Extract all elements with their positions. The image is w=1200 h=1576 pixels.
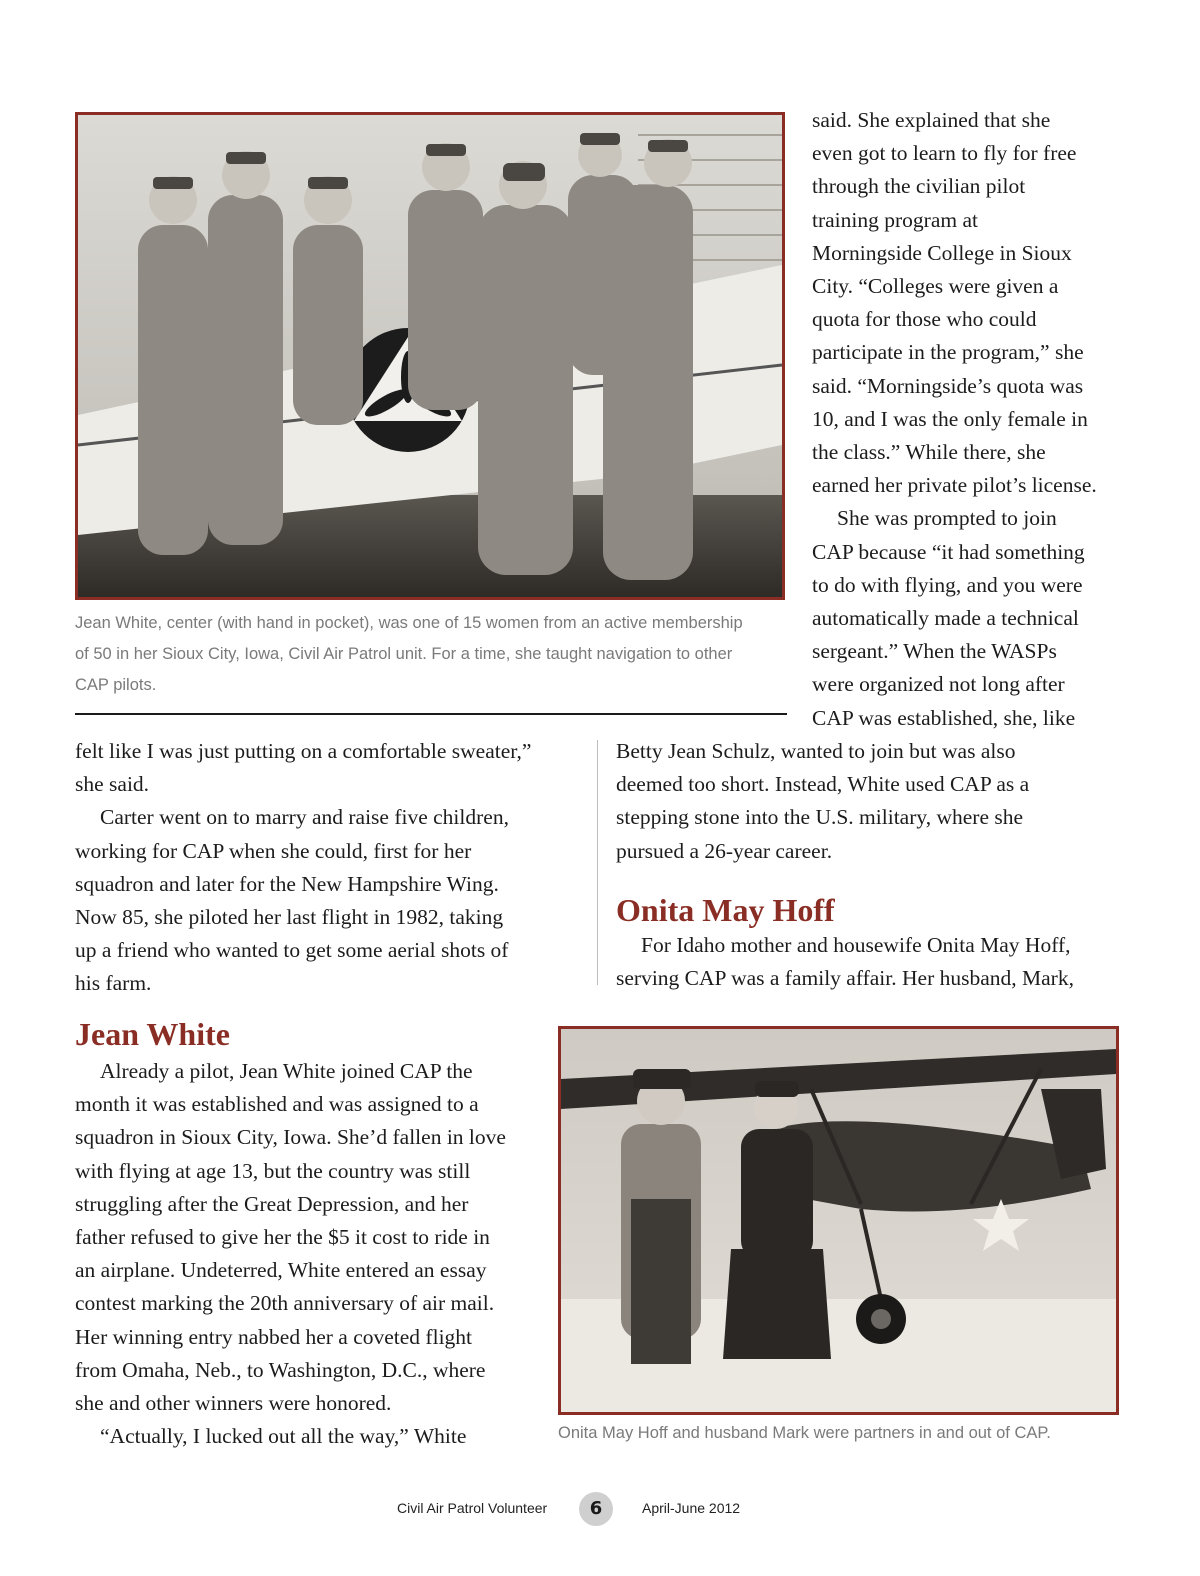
text-line: an airplane. Undeterred, White entered an essay bbox=[75, 1258, 487, 1283]
text-line: automatically made a technical bbox=[812, 606, 1079, 631]
right-mid-column bbox=[616, 735, 1116, 868]
text-line: the class.” While there, she bbox=[812, 440, 1046, 465]
jean-white-article bbox=[75, 1055, 545, 1453]
text-line: Now 85, she piloted her last flight in 1982, taking bbox=[75, 905, 504, 930]
photo-women-pilots-image bbox=[78, 115, 782, 597]
text-line: deemed too short. Instead, White used CAP as a bbox=[616, 772, 1030, 797]
photo-hoff-couple-caption: Onita May Hoff and husband Mark were partners in and out of CAP. bbox=[558, 1424, 1051, 1442]
text-line: struggling after the Great Depression, and her bbox=[75, 1191, 469, 1216]
photo-hoff-couple bbox=[558, 1026, 1119, 1415]
left-column-carter bbox=[75, 735, 585, 1001]
caption-line: of 50 in her Sioux City, Iowa, Civil Air Patrol unit. For a time, she taught navigation to other bbox=[75, 645, 733, 663]
caption-divider bbox=[75, 713, 787, 715]
page-number-badge bbox=[579, 1492, 613, 1526]
text-line: felt like I was just putting on a comfortable sweater,” bbox=[75, 739, 532, 763]
text-line: Her winning entry nabbed her a coveted flight bbox=[75, 1324, 473, 1349]
footer-issue: April-June 2012 bbox=[642, 1500, 741, 1516]
text-line: to do with flying, and you were bbox=[812, 572, 1083, 597]
text-line: squadron in Sioux City, Iowa. She’d fallen in love bbox=[75, 1125, 506, 1150]
text-line: 10, and I was the only female in bbox=[812, 406, 1088, 431]
text-line: father refused to give her the $5 it cost to ride in bbox=[75, 1225, 490, 1250]
text-line: training program at bbox=[812, 207, 978, 232]
text-line: said. She explained that she bbox=[812, 108, 1051, 132]
section-heading-onita: Onita May Hoff bbox=[616, 892, 835, 928]
caption-line: CAP pilots. bbox=[75, 676, 157, 694]
text-line: month it was established and was assigned to a bbox=[75, 1092, 479, 1117]
text-line: quota for those who could bbox=[812, 307, 1037, 332]
section-heading-jean: Jean White bbox=[75, 1016, 230, 1052]
text-line: earned her private pilot’s license. bbox=[812, 473, 1097, 498]
right-top-column bbox=[812, 104, 1122, 735]
text-line: even got to learn to fly for free bbox=[812, 141, 1077, 166]
text-line: Betty Jean Schulz, wanted to join but was also bbox=[616, 739, 1016, 763]
onita-intro bbox=[616, 929, 1116, 995]
text-line: his farm. bbox=[75, 971, 152, 996]
text-line: For Idaho mother and housewife Onita May Hoff, bbox=[641, 933, 1071, 957]
caption-line: Jean White, center (with hand in pocket), was one of 15 women from an active membership bbox=[75, 614, 743, 632]
text-line: Carter went on to marry and raise five children, bbox=[100, 805, 509, 830]
text-line: participate in the program,” she bbox=[812, 340, 1084, 365]
photo-women-pilots bbox=[75, 112, 785, 600]
text-line: from Omaha, Neb., to Washington, D.C., where bbox=[75, 1357, 486, 1382]
text-line: working for CAP when she could, first for her bbox=[75, 838, 472, 863]
page-number: 6 bbox=[589, 1498, 603, 1519]
text-line: “Actually, I lucked out all the way,” White bbox=[100, 1424, 467, 1449]
text-line: CAP because “it had something bbox=[812, 539, 1085, 564]
text-line: serving CAP was a family affair. Her husband, Mark, bbox=[616, 966, 1074, 991]
text-line: She was prompted to join bbox=[837, 506, 1057, 531]
text-line: stepping stone into the U.S. military, where she bbox=[616, 805, 1024, 830]
text-line: she and other winners were honored. bbox=[75, 1391, 392, 1416]
text-line: City. “Colleges were given a bbox=[812, 274, 1059, 299]
text-line: squadron and later for the New Hampshire Wing. bbox=[75, 871, 499, 896]
photo-hoff-couple-image bbox=[561, 1029, 1116, 1412]
photo-women-pilots-caption bbox=[75, 608, 787, 701]
text-line: sergeant.” When the WASPs bbox=[812, 639, 1057, 664]
text-line: contest marking the 20th anniversary of air mail. bbox=[75, 1291, 495, 1316]
text-line: through the civilian pilot bbox=[812, 174, 1026, 199]
text-line: Morningside College in Sioux bbox=[812, 240, 1072, 265]
text-line: said. “Morningside’s quota was bbox=[812, 373, 1084, 398]
text-line: were organized not long after bbox=[812, 672, 1065, 697]
text-line: up a friend who wanted to get some aerial shots of bbox=[75, 938, 509, 963]
text-line: she said. bbox=[75, 772, 150, 797]
text-line: Already a pilot, Jean White joined CAP the bbox=[100, 1059, 473, 1083]
text-line: pursued a 26-year career. bbox=[616, 838, 833, 863]
text-line: with flying at age 13, but the country was still bbox=[75, 1158, 471, 1183]
footer-publication: Civil Air Patrol Volunteer bbox=[397, 1500, 548, 1516]
text-line: CAP was established, she, like bbox=[812, 705, 1076, 730]
column-divider bbox=[597, 740, 598, 985]
